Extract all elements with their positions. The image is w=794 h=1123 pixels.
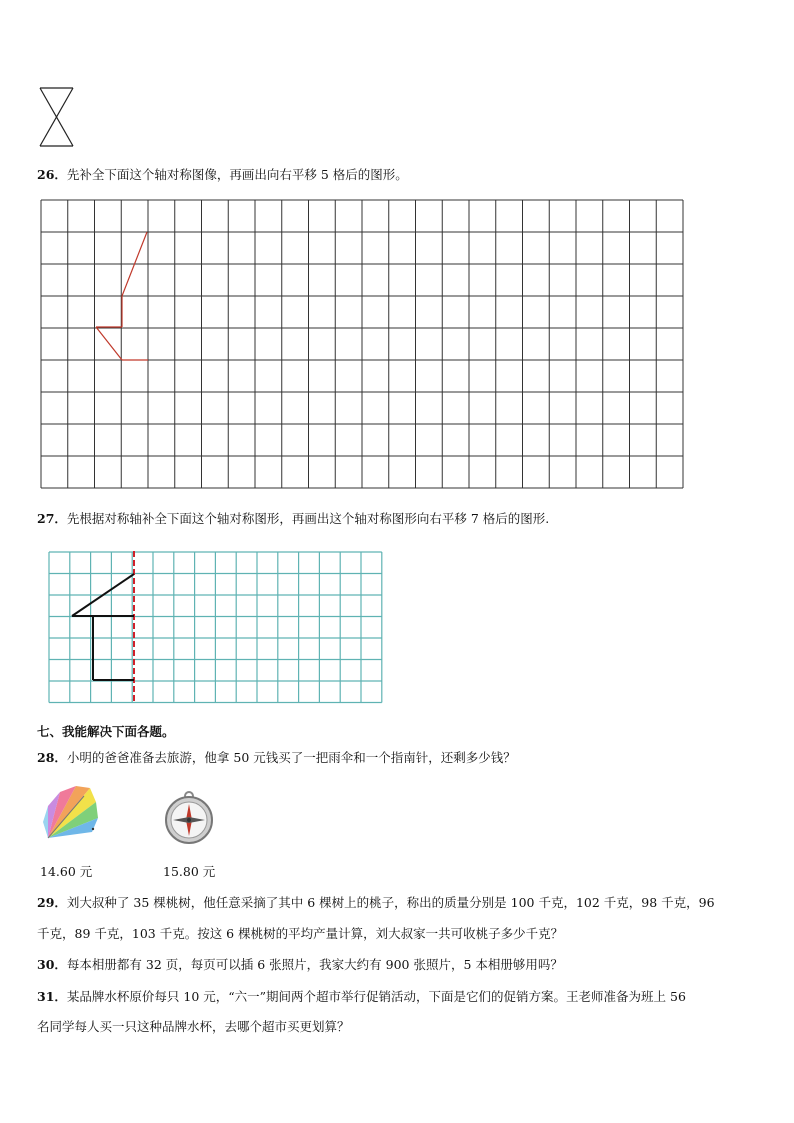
question-text: 先根据对称轴补全下面这个轴对称图形，再画出这个轴对称图形向右平移 7 格后的图形. <box>66 511 550 526</box>
hourglass-figure <box>37 86 77 148</box>
question-28 <box>37 749 516 767</box>
compass-image <box>163 790 215 846</box>
umbrella-price: 14.60 元 <box>40 864 93 879</box>
question-31 <box>37 988 686 1006</box>
question-number: 28． <box>37 750 67 765</box>
question-text-line-1: 某品牌水杯原价每只 10 元，“六一”期间两个超市举行促销活动，下面是它们的促销方案。王老师准备为班上 56 <box>66 989 686 1004</box>
grid-26 <box>40 199 687 490</box>
umbrella-image <box>40 782 104 848</box>
question-number: 26． <box>37 167 67 182</box>
question-number: 31． <box>37 989 67 1004</box>
question-text: 先补全下面这个轴对称图像，再画出向右平移 5 格后的图形。 <box>66 167 408 182</box>
question-31-line-2: 名同学每人买一只这种品牌水杯，去哪个超市买更划算？ <box>37 1019 350 1034</box>
question-number: 30． <box>37 957 67 972</box>
question-29-line-2: 千克，89 千克，103 千克。按这 6 棵桃树的平均产量计算，刘大叔家一共可收桃子多少千克？ <box>37 926 564 941</box>
question-26 <box>37 166 408 184</box>
question-text: 每本相册都有 32 页，每页可以插 6 张照片，我家大约有 900 张照片，5 本相册够用吗？ <box>66 957 563 972</box>
compass-price: 15.80 元 <box>163 864 216 879</box>
grid-27 <box>46 549 388 707</box>
question-number: 27． <box>37 511 67 526</box>
section-7-heading: 七、我能解决下面各题。 <box>37 724 175 739</box>
question-text-line-1: 刘大叔种了 35 棵桃树，他任意采摘了其中 6 棵树上的桃子，称出的质量分别是 100 千克，102 千克，98 千克，96 <box>66 895 715 910</box>
question-29 <box>37 894 715 912</box>
question-30 <box>37 956 563 974</box>
question-text: 小明的爸爸准备去旅游，他拿 50 元钱买了一把雨伞和一个指南针，还剩多少钱？ <box>66 750 516 765</box>
question-number: 29． <box>37 895 67 910</box>
question-27 <box>37 510 549 528</box>
